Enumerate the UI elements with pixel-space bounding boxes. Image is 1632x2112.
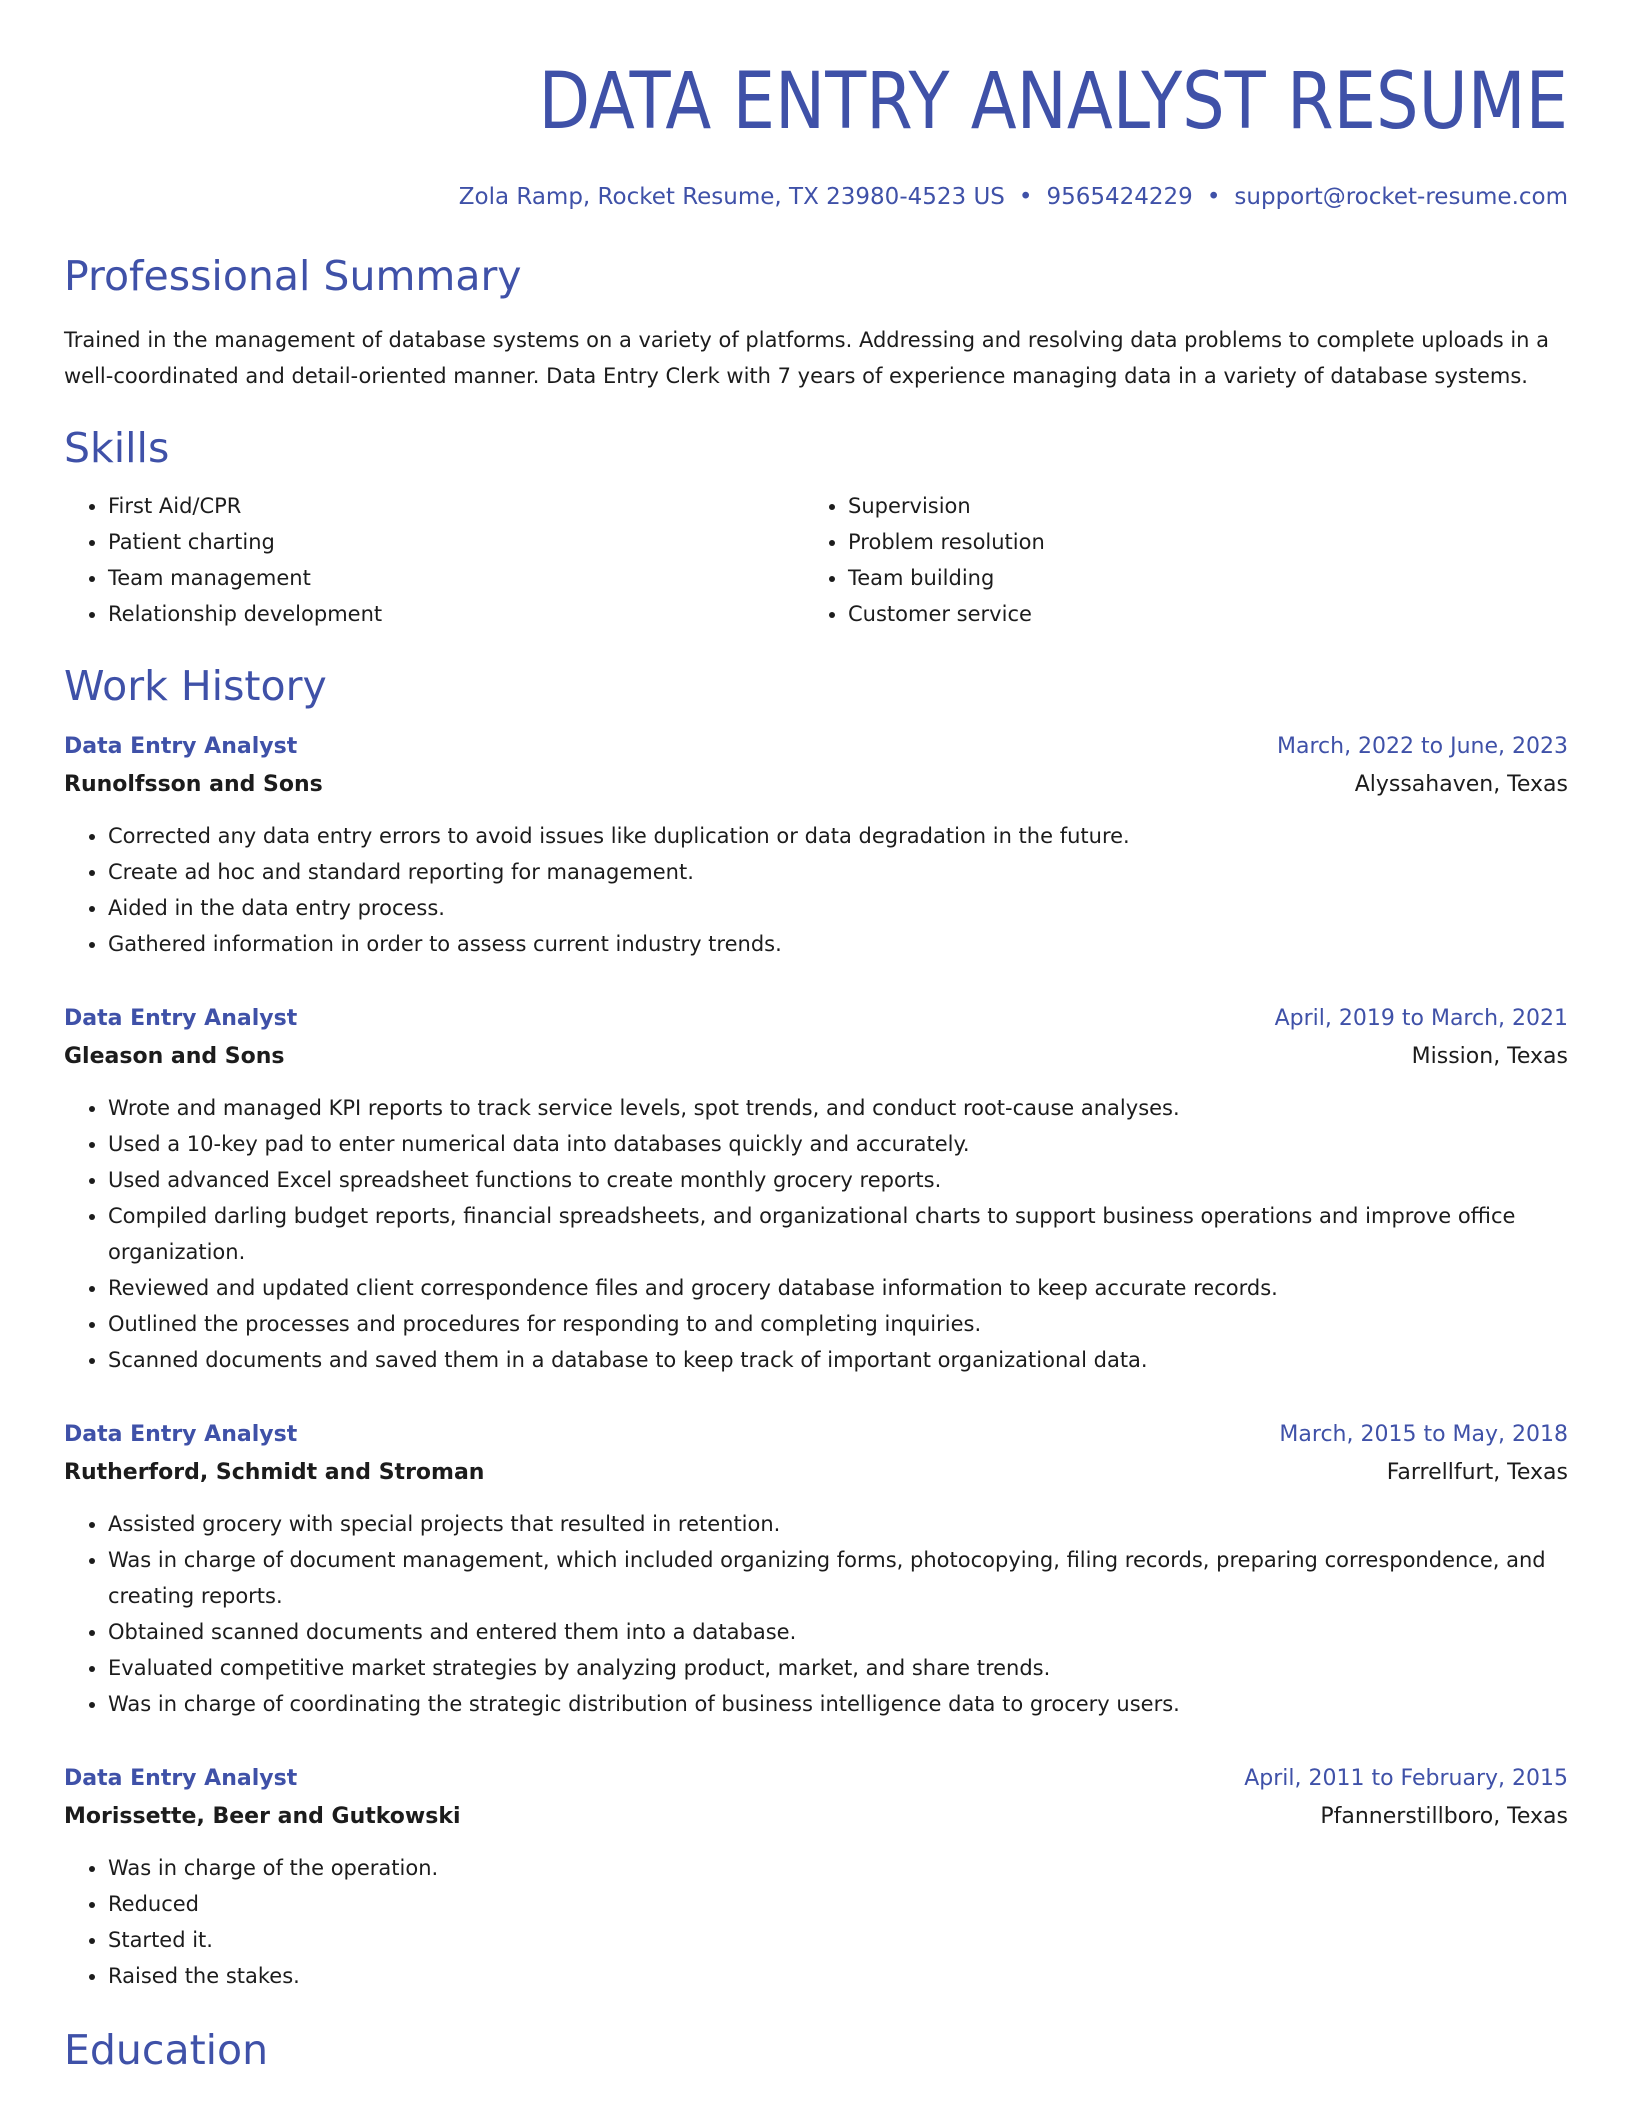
skills-heading: Skills	[64, 424, 170, 472]
job-dates: April, 2019 to March, 2021	[1274, 1006, 1568, 1031]
job-location: Alyssahaven, Texas	[1354, 772, 1568, 797]
job-header-row	[64, 728, 1568, 766]
job-bullet: • Started it.	[108, 1922, 1568, 1958]
skill-item: • Customer service	[848, 596, 1568, 632]
skill-item: • Problem resolution	[848, 524, 1568, 560]
job-bullets	[64, 1506, 1568, 1722]
summary-text: Trained in the management of database systems on a variety of platforms. Addressing and resolving data problems to complete uploads in a well-coordinated and detail-oriented manner. Data Entry Clerk with 7 years of experience managing data in a variety of database systems.	[64, 328, 1550, 388]
job-dates: April, 2011 to February, 2015	[1244, 1766, 1568, 1791]
skills-column-right	[804, 488, 1568, 632]
job-bullet: • Evaluated competitive market strategies by analyzing product, market, and share trends.	[108, 1650, 1568, 1686]
job-bullet: • Compiled darling budget reports, financial spreadsheets, and organizational charts to support business operations and improve office organization.	[108, 1198, 1568, 1270]
job-company: Morissette, Beer and Gutkowski	[64, 1804, 461, 1829]
job-bullets	[64, 818, 1568, 962]
job-bullet: • Used a 10-key pad to enter numerical data into databases quickly and accurately.	[108, 1126, 1568, 1162]
skill-item: • Supervision	[848, 488, 1568, 524]
job-dates: March, 2022 to June, 2023	[1277, 734, 1568, 759]
contact-separator: •	[1018, 184, 1033, 210]
skill-item: • First Aid/CPR	[108, 488, 804, 524]
job-bullet: • Reviewed and updated client correspondence files and grocery database information to keep accurate records.	[108, 1270, 1568, 1306]
skill-item: • Team management	[108, 560, 804, 596]
skill-item: • Patient charting	[108, 524, 804, 560]
job-role: Data Entry Analyst	[64, 1006, 298, 1031]
job-company-row	[64, 1038, 1568, 1076]
job-location: Farrellfurt, Texas	[1386, 1460, 1568, 1485]
job-dates: March, 2015 to May, 2018	[1279, 1422, 1568, 1447]
job-bullets	[64, 1090, 1568, 1378]
contact-separator: •	[1206, 184, 1221, 210]
contact-address: Zola Ramp, Rocket Resume, TX 23980-4523 US	[458, 184, 1005, 210]
job-company: Rutherford, Schmidt and Stroman	[64, 1460, 485, 1485]
job-bullet: • Gathered information in order to assess current industry trends.	[108, 926, 1568, 962]
job-company-row	[64, 1454, 1568, 1492]
job-header-row	[64, 1000, 1568, 1038]
job-role: Data Entry Analyst	[64, 734, 298, 759]
job-entry	[64, 1760, 1568, 1994]
job-header-row	[64, 1760, 1568, 1798]
job-entry	[64, 1416, 1568, 1722]
job-bullet: • Scanned documents and saved them in a database to keep track of important organizational data.	[108, 1342, 1568, 1378]
job-company-row	[64, 1798, 1568, 1836]
job-bullet: • Obtained scanned documents and entered them into a database.	[108, 1614, 1568, 1650]
job-bullet: • Assisted grocery with special projects that resulted in retention.	[108, 1506, 1568, 1542]
job-bullet: • Wrote and managed KPI reports to track service levels, spot trends, and conduct root-cause analyses.	[108, 1090, 1568, 1126]
skills-list	[64, 488, 1568, 632]
resume-title: DATA ENTRY ANALYST RESUME	[538, 57, 1569, 147]
job-company-row	[64, 766, 1568, 804]
contact-email[interactable]: support@rocket-resume.com	[1234, 184, 1568, 210]
job-role: Data Entry Analyst	[64, 1422, 298, 1447]
job-bullet: • Corrected any data entry errors to avoid issues like duplication or data degradation in the future.	[108, 818, 1568, 854]
job-bullet: • Raised the stakes.	[108, 1958, 1568, 1994]
job-bullet: • Was in charge of the operation.	[108, 1850, 1568, 1886]
job-bullet: • Outlined the processes and procedures for responding to and completing inquiries.	[108, 1306, 1568, 1342]
job-company: Gleason and Sons	[64, 1044, 285, 1069]
job-location: Mission, Texas	[1411, 1044, 1568, 1069]
job-bullet: • Create ad hoc and standard reporting for management.	[108, 854, 1568, 890]
contact-line	[64, 180, 1568, 214]
summary-heading: Professional Summary	[64, 252, 522, 300]
job-bullets	[64, 1850, 1568, 1994]
job-bullet: • Was in charge of document management, which included organizing forms, photocopying, filing records, preparing correspondence, and creating reports.	[108, 1542, 1568, 1614]
job-role: Data Entry Analyst	[64, 1766, 298, 1791]
job-bullet: • Aided in the data entry process.	[108, 890, 1568, 926]
skills-column-left	[64, 488, 804, 632]
contact-phone: 9565424229	[1046, 184, 1193, 210]
job-header-row	[64, 1416, 1568, 1454]
skill-item: • Relationship development	[108, 596, 804, 632]
job-company: Runolfsson and Sons	[64, 772, 323, 797]
job-entry	[64, 1000, 1568, 1378]
work-history-heading: Work History	[64, 662, 327, 710]
education-heading: Education	[64, 2026, 269, 2074]
job-bullet: • Was in charge of coordinating the strategic distribution of business intelligence data to grocery users.	[108, 1686, 1568, 1722]
skill-item: • Team building	[848, 560, 1568, 596]
job-location: Pfannerstillboro, Texas	[1320, 1804, 1568, 1829]
job-entry	[64, 728, 1568, 962]
job-bullet: • Used advanced Excel spreadsheet functions to create monthly grocery reports.	[108, 1162, 1568, 1198]
job-bullet: • Reduced	[108, 1886, 1568, 1922]
